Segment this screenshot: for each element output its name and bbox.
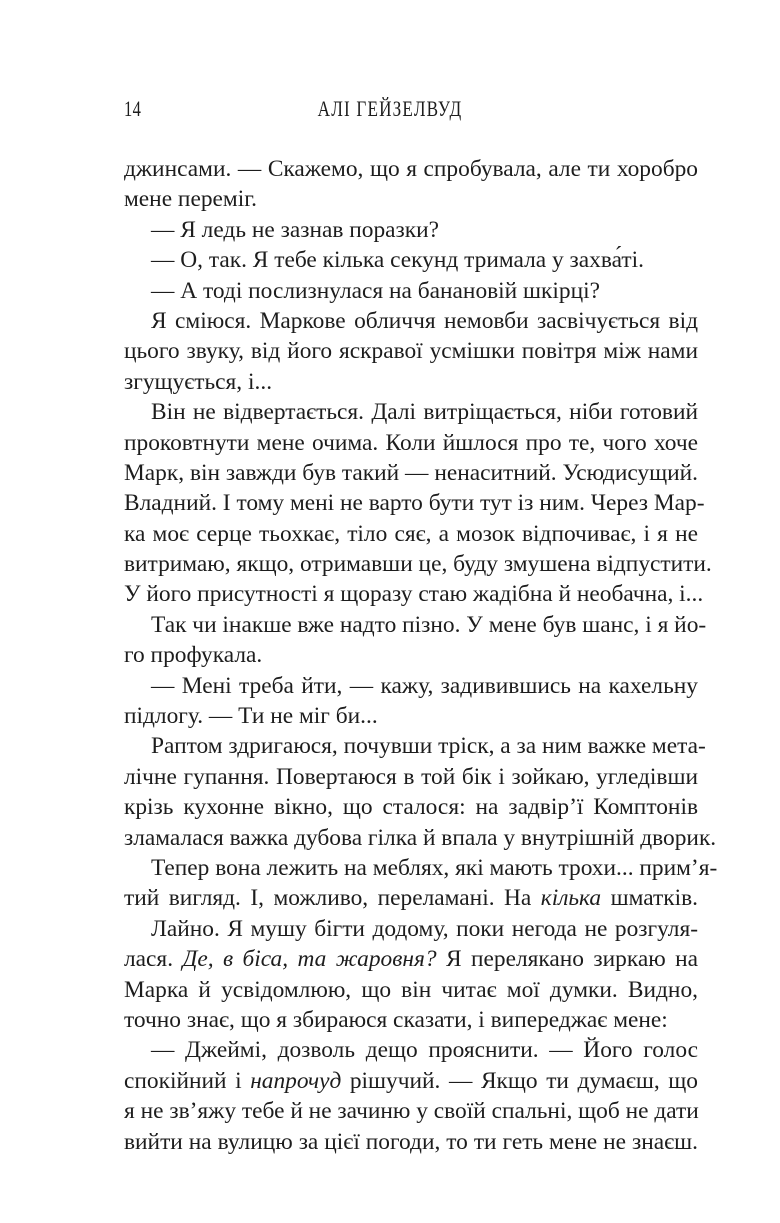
text-span: шматків. xyxy=(601,885,698,912)
text-line xyxy=(124,1096,698,1126)
text-span: джинсами. — Скажемо, що я спробувала, але ти хоробро xyxy=(124,156,698,182)
text-line xyxy=(124,1066,698,1096)
text-line xyxy=(124,823,717,853)
text-line xyxy=(124,762,698,792)
text-line xyxy=(124,488,705,518)
text-line xyxy=(124,944,698,974)
text-line xyxy=(124,276,698,306)
text-line xyxy=(124,306,698,336)
text-span: вийти на вулицю за цієї погоди, то ти геть мене не знаєш. xyxy=(124,1128,698,1155)
text-span: я не зв’яжу тебе й не зачиню у своїй спальні, щоб не дати xyxy=(124,1098,699,1125)
text-span: витримаю, якщо, отримавши це, буду змушена відпустити. xyxy=(124,551,712,578)
text-span: Владний. І тому мені не варто бути тут із ним. Через Мар- xyxy=(124,490,705,517)
text-span: лася. xyxy=(124,946,183,973)
text-span: Лайно. Я мушу бігти додому, поки негода не розгуля- xyxy=(151,915,698,942)
text-line xyxy=(124,215,698,245)
text-line xyxy=(124,154,698,184)
text-span: Тепер вона лежить на меблях, які мають трохи... прим’я- xyxy=(151,854,718,881)
text-line xyxy=(124,579,704,609)
text-span: тий вигляд. І, можливо, переламані. На xyxy=(124,885,541,912)
text-span: — А тоді послизнулася на банановій шкірці? xyxy=(151,277,601,304)
text-line xyxy=(124,458,698,488)
text-span: У його присутності я щоразу стаю жадібна й необачна, і... xyxy=(124,581,704,608)
text-line xyxy=(124,549,712,579)
text-line xyxy=(124,853,718,883)
text-span: цього звуку, від його яскравої усмішки повітря між нами xyxy=(124,338,698,365)
text-span: лічне гупання. Повертаюся в той бік і зойкаю, угледівши xyxy=(124,763,698,790)
text-span: мене переміг. xyxy=(124,186,258,213)
text-line xyxy=(124,914,698,944)
text-line xyxy=(124,610,707,640)
text-span: точно знає, що я збираюся сказати, і випереджає мене: xyxy=(124,1006,668,1033)
italic-text: Де, в біса, та жаровня? xyxy=(182,946,437,973)
text-line xyxy=(124,1035,698,1065)
text-span: спокійний і xyxy=(124,1067,251,1094)
text-line xyxy=(124,883,698,913)
text-span: Марк, він завжди був такий — ненаситний. Усюдисущий. xyxy=(124,459,698,486)
text-span: зламалася важка дубова гілка й впала у внутрішній дворик. xyxy=(124,824,717,851)
text-span: підлогу. — Ти не міг би... xyxy=(124,703,378,730)
text-line xyxy=(124,245,698,275)
text-line xyxy=(124,975,698,1005)
text-span: — Я ледь не зазнав поразки? xyxy=(151,216,440,243)
text-line xyxy=(124,640,698,670)
text-span: го профукала. xyxy=(124,642,263,669)
italic-text: напрочуд xyxy=(250,1067,342,1094)
text-span: Так чи інакше вже надто пізно. У мене був шанс, і я йо- xyxy=(151,611,707,638)
text-line xyxy=(124,731,706,761)
text-span: Я перелякано зиркаю на xyxy=(436,946,698,973)
text-line xyxy=(124,701,698,731)
text-span: — Джеймі, дозволь дещо прояснити. — Його голос xyxy=(151,1037,698,1064)
page-number: 14 xyxy=(124,96,142,121)
text-span: Я сміюся. Маркове обличчя немовби засвічується від xyxy=(151,307,698,334)
text-span: Марка й усвідомлюю, що він читає мої думки. Видно, xyxy=(124,976,698,1003)
text-line xyxy=(124,792,698,822)
text-line xyxy=(124,1005,698,1035)
text-span: Він не відвертається. Далі витріщається, ніби готовий xyxy=(151,399,698,426)
text-line xyxy=(124,519,698,549)
text-span: рішучий. — Якщо ти думаєш, що xyxy=(341,1067,698,1094)
text-line xyxy=(124,336,698,366)
text-line xyxy=(124,184,698,214)
running-head-author: АЛІ ГЕЙЗЕЛВУД xyxy=(317,96,463,121)
text-line xyxy=(124,428,698,458)
text-line xyxy=(124,367,698,397)
text-span: Раптом здригаюся, почувши тріск, а за ним важке мета- xyxy=(151,733,706,760)
italic-text: кілька xyxy=(540,885,602,912)
running-header xyxy=(0,96,780,126)
text-span: ка моє серце тьохкає, тіло сяє, а мозок відпочиває, і я не xyxy=(124,520,698,547)
text-span: проковтнути мене очима. Коли йшлося про те, чого хоче xyxy=(124,429,698,456)
text-span: — О, так. Я тебе кілька секунд тримала у захва́ті. xyxy=(151,247,644,274)
text-span: — Мені треба йти, — кажу, задивившись на кахельну xyxy=(151,672,698,699)
text-span: крізь кухонне вікно, що сталося: на задвір’ї Комптонів xyxy=(124,794,698,821)
text-line xyxy=(124,397,698,427)
text-span: згущується, і... xyxy=(124,368,273,395)
body-text xyxy=(124,154,718,1157)
text-line xyxy=(124,1127,698,1157)
text-line xyxy=(124,671,698,701)
